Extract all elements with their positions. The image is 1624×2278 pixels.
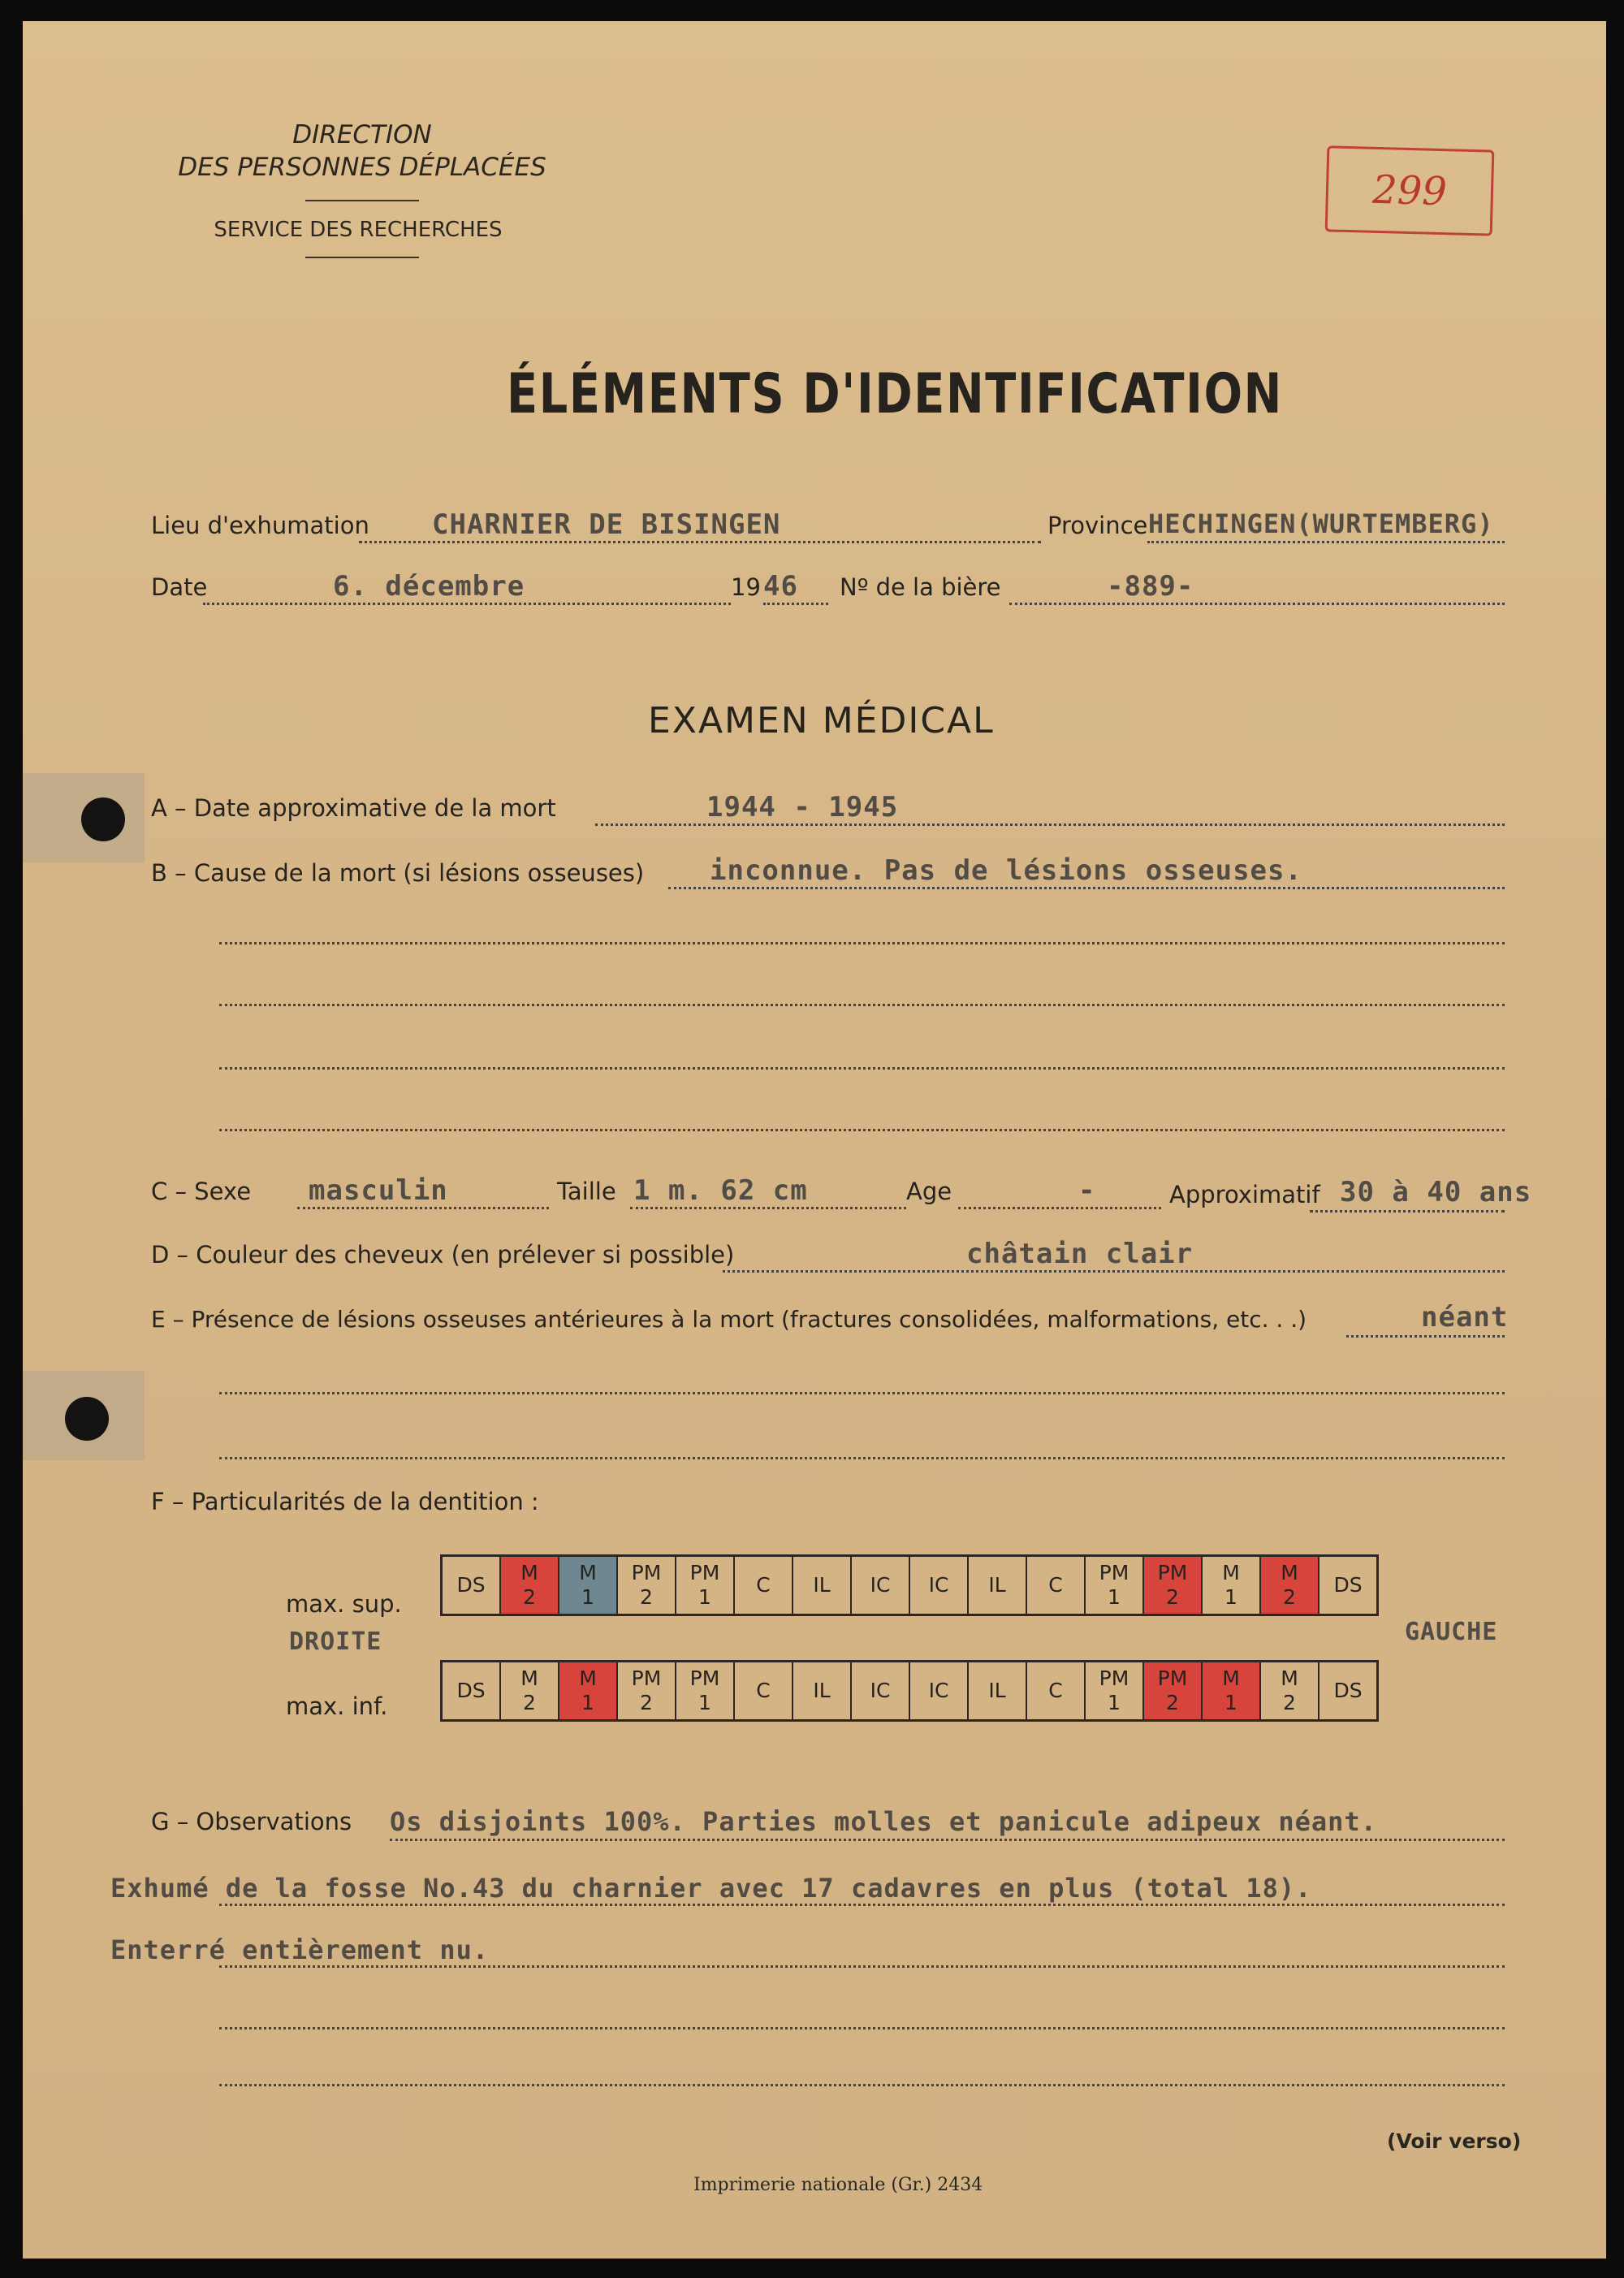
sexe-dots (297, 1207, 549, 1209)
tooth-cell (501, 1662, 559, 1719)
field-e-label: E – Présence de lésions osseuses antérieures à la mort (fractures consolidées, malformations, etc. . .) (151, 1306, 1307, 1333)
tooth-cell (676, 1557, 735, 1614)
age-value: - (1078, 1174, 1096, 1207)
tooth-cell (793, 1662, 852, 1719)
tooth-cell (852, 1662, 910, 1719)
tooth-number: 1 (581, 1691, 594, 1714)
tooth-cell (443, 1662, 501, 1719)
tooth-cell (969, 1662, 1027, 1719)
field-b-label: B – Cause de la mort (si lésions osseuses) (151, 859, 645, 887)
tooth-cell (793, 1557, 852, 1614)
date-value: 6. décembre (333, 570, 525, 603)
lieu-label: Lieu d'exhumation (151, 512, 369, 539)
tooth-cell (501, 1557, 559, 1614)
tooth-cell (852, 1557, 910, 1614)
tooth-cell (1144, 1662, 1203, 1719)
observations-dots-2 (219, 1904, 1505, 1906)
tooth-type: M (1222, 1561, 1240, 1584)
tooth-type: PM (689, 1561, 720, 1584)
tooth-type: PM (631, 1561, 662, 1584)
taille-label: Taille (557, 1178, 616, 1205)
header-divider-1 (305, 200, 419, 201)
file-number-stamp: 299 (1325, 145, 1495, 236)
punch-hole-top (81, 798, 125, 841)
year-dots (763, 603, 828, 605)
tooth-cell (735, 1662, 793, 1719)
tooth-cell (1027, 1557, 1086, 1614)
tooth-cell (735, 1557, 793, 1614)
tooth-type: DS (1333, 1573, 1363, 1597)
field-d-label: D – Couleur des cheveux (en prélever si possible) (151, 1241, 735, 1269)
tooth-number: 1 (1108, 1691, 1121, 1714)
biere-value: -889- (1107, 570, 1194, 603)
header-personnes-deplacees: DES PERSONNES DÉPLACÉES (178, 153, 546, 182)
gauche-label: GAUCHE (1405, 1618, 1498, 1646)
year-prefix: 19 (731, 573, 761, 601)
page-title: ÉLÉMENTS D'IDENTIFICATION (507, 362, 1283, 426)
field-a-value: 1944 - 1945 (706, 791, 899, 823)
tooth-type: IL (813, 1573, 831, 1597)
punch-hole-bottom (65, 1397, 109, 1441)
tooth-cell (1086, 1557, 1144, 1614)
tooth-type: PM (1157, 1666, 1188, 1690)
tooth-number: 2 (1283, 1585, 1296, 1609)
observations-line-1: Os disjoints 100%. Parties molles et panicule adipeux néant. (390, 1806, 1377, 1837)
field-f-label: F – Particularités de la dentition : (151, 1488, 539, 1515)
province-value: HECHINGEN(WURTEMBERG) (1148, 508, 1494, 539)
lieu-dots (359, 541, 1041, 543)
field-e-line-3 (219, 1457, 1505, 1459)
tooth-cell (910, 1557, 969, 1614)
tooth-type: C (756, 1679, 771, 1702)
tooth-type: M (520, 1561, 538, 1584)
tooth-type: M (1281, 1666, 1298, 1690)
document-sheet (23, 21, 1606, 2259)
field-e-line-2 (219, 1392, 1505, 1394)
tooth-type: M (579, 1666, 597, 1690)
field-d-value: châtain clair (966, 1238, 1194, 1270)
tooth-cell (969, 1557, 1027, 1614)
field-a-label: A – Date approximative de la mort (151, 794, 556, 822)
date-label: Date (151, 573, 208, 601)
tooth-type: IL (988, 1573, 1006, 1597)
tooth-number: 2 (640, 1585, 653, 1609)
tooth-cell (1027, 1662, 1086, 1719)
tooth-type: M (520, 1666, 538, 1690)
tooth-number: 1 (1108, 1585, 1121, 1609)
header-direction: DIRECTION (292, 120, 432, 149)
lieu-value: CHARNIER DE BISINGEN (432, 508, 781, 541)
tooth-number: 2 (523, 1691, 536, 1714)
taille-dots (630, 1207, 906, 1209)
header-service: SERVICE DES RECHERCHES (214, 218, 503, 242)
tooth-type: IC (870, 1573, 891, 1597)
field-c-label: C – Sexe (151, 1178, 252, 1205)
tooth-type: PM (689, 1666, 720, 1690)
tooth-type: M (579, 1561, 597, 1584)
tooth-cell (1261, 1662, 1320, 1719)
observations-dots-5 (219, 2084, 1505, 2086)
tooth-type: IC (928, 1573, 949, 1597)
tooth-cell (676, 1662, 735, 1719)
biere-dots (1009, 603, 1505, 605)
field-b-dots (668, 887, 1505, 889)
tooth-number: 2 (1166, 1585, 1179, 1609)
imprint: Imprimerie nationale (Gr.) 2434 (693, 2175, 983, 2195)
age-label: Age (906, 1178, 952, 1205)
tooth-number: 1 (581, 1585, 594, 1609)
sexe-value: masculin (309, 1174, 448, 1207)
observations-dots-1 (390, 1839, 1505, 1841)
tooth-type: IC (870, 1679, 891, 1702)
tooth-cell (1203, 1557, 1261, 1614)
field-d-dots (723, 1270, 1505, 1273)
tooth-cell (618, 1557, 676, 1614)
tooth-number: 2 (640, 1691, 653, 1714)
province-dots (1147, 541, 1505, 543)
tooth-cell (1086, 1662, 1144, 1719)
field-a-dots (595, 823, 1505, 826)
tooth-type: M (1281, 1561, 1298, 1584)
approx-dots (1310, 1210, 1505, 1212)
tooth-number: 2 (1166, 1691, 1179, 1714)
tooth-type: DS (456, 1679, 486, 1702)
field-b-line-4 (219, 1067, 1505, 1070)
tooth-number: 1 (698, 1585, 711, 1609)
field-b-line-5 (219, 1129, 1505, 1131)
year-value: 46 (763, 570, 798, 603)
observations-dots-3 (219, 1965, 1505, 1968)
tooth-cell (1203, 1662, 1261, 1719)
tooth-cell (559, 1662, 618, 1719)
province-label: Province (1047, 512, 1148, 539)
field-e-dots (1346, 1335, 1505, 1338)
droite-label: DROITE (289, 1627, 382, 1656)
tooth-cell (910, 1662, 969, 1719)
observations-line-3: Enterré entièrement nu. (110, 1934, 490, 1965)
tooth-type: PM (631, 1666, 662, 1690)
tooth-type: PM (1099, 1561, 1129, 1584)
tooth-number: 2 (1283, 1691, 1296, 1714)
tooth-type: PM (1099, 1666, 1129, 1690)
date-dots (203, 603, 731, 605)
tooth-type: DS (1333, 1679, 1363, 1702)
header-divider-2 (305, 257, 419, 258)
tooth-cell (618, 1662, 676, 1719)
dentition-upper-row (440, 1554, 1379, 1616)
tooth-number: 1 (698, 1691, 711, 1714)
biere-label: Nº de la bière (840, 573, 1001, 601)
tooth-type: C (1048, 1679, 1063, 1702)
tooth-cell (559, 1557, 618, 1614)
tooth-cell (1144, 1557, 1203, 1614)
tooth-type: DS (456, 1573, 486, 1597)
max-sup-label: max. sup. (286, 1590, 402, 1618)
age-dots (958, 1207, 1161, 1209)
tooth-cell (1320, 1557, 1376, 1614)
tooth-type: C (1048, 1573, 1063, 1597)
taille-value: 1 m. 62 cm (633, 1174, 808, 1207)
field-e-value: néant (1421, 1301, 1509, 1334)
voir-verso: (Voir verso) (1387, 2129, 1522, 2153)
tooth-type: M (1222, 1666, 1240, 1690)
field-b-value: inconnue. Pas de lésions osseuses. (710, 854, 1302, 887)
field-b-line-3 (219, 1004, 1505, 1006)
approx-value: 30 à 40 ans (1340, 1176, 1532, 1208)
tooth-type: IL (988, 1679, 1006, 1702)
max-inf-label: max. inf. (286, 1692, 388, 1720)
field-g-label: G – Observations (151, 1808, 352, 1835)
tooth-type: IC (928, 1679, 949, 1702)
observations-line-2: Exhumé de la fosse No.43 du charnier avec 17 cadavres en plus (total 18). (110, 1873, 1312, 1904)
tooth-cell (1261, 1557, 1320, 1614)
approx-label: Approximatif (1169, 1181, 1320, 1208)
dentition-lower-row (440, 1660, 1379, 1722)
tooth-number: 2 (523, 1585, 536, 1609)
tooth-type: C (756, 1573, 771, 1597)
section-title-examen: EXAMEN MÉDICAL (648, 700, 995, 741)
observations-dots-4 (219, 2027, 1505, 2029)
tooth-type: PM (1157, 1561, 1188, 1584)
tooth-number: 1 (1224, 1691, 1237, 1714)
tooth-number: 1 (1224, 1585, 1237, 1609)
tooth-cell (443, 1557, 501, 1614)
field-b-line-2 (219, 942, 1505, 944)
tooth-cell (1320, 1662, 1376, 1719)
tooth-type: IL (813, 1679, 831, 1702)
